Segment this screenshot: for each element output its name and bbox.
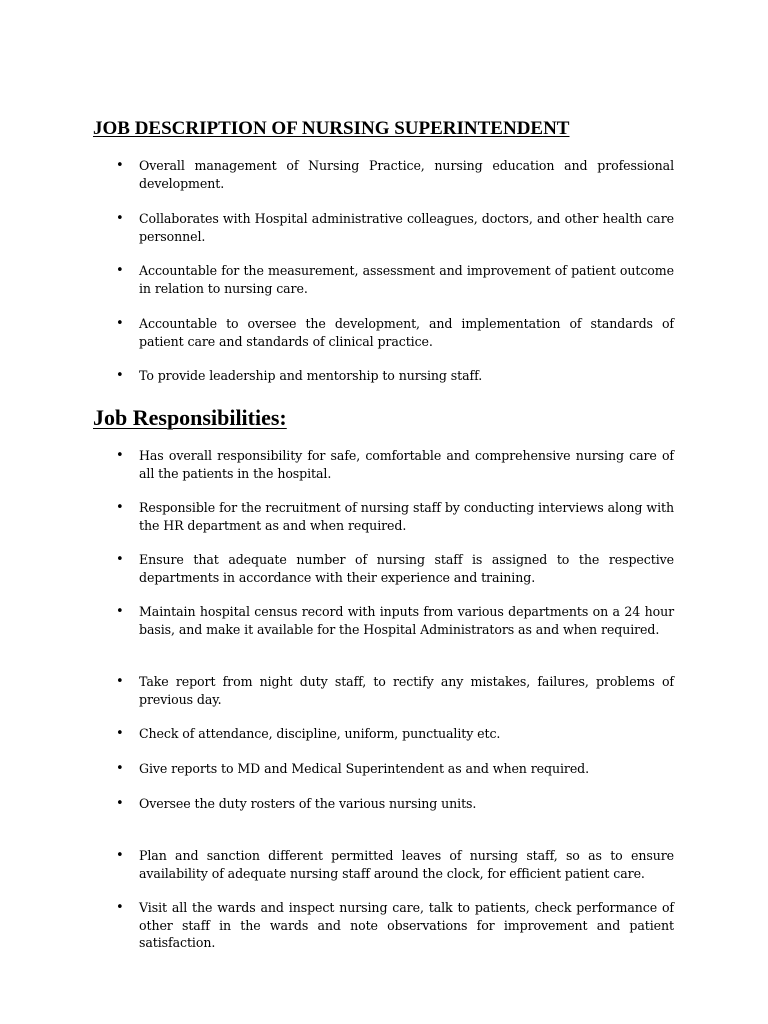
list-item-text: Ensure that adequate number of nursing staff is assigned to the respective departments in accordance with their experience and training. — [139, 552, 674, 585]
list-item — [116, 210, 674, 245]
list-item — [116, 725, 674, 743]
list-item — [116, 157, 674, 192]
list-item-text: Visit all the wards and inspect nursing care, talk to patients, check performance of other staff in the wards and note observations for improvement and patient satisfaction. — [139, 900, 674, 950]
document-title: JOB DESCRIPTION OF NURSING SUPERINTENDENT — [93, 118, 570, 139]
list-item — [116, 603, 674, 638]
list-item-text: Accountable to oversee the development, and implementation of standards of patient care and standards of clinical practice. — [139, 316, 674, 349]
responsibilities-heading: Job Responsibilities: — [93, 405, 287, 430]
bullet-icon: • — [116, 211, 124, 226]
bullet-icon: • — [116, 726, 124, 741]
bullet-icon: • — [116, 674, 124, 689]
list-item-text: Oversee the duty rosters of the various nursing units. — [139, 796, 477, 811]
list-item-text: Collaborates with Hospital administrative colleagues, doctors, and other health care personnel. — [139, 211, 674, 244]
list-item — [116, 760, 674, 778]
list-item-text: Has overall responsibility for safe, comfortable and comprehensive nursing care of all the patients in the hospital. — [139, 448, 674, 481]
list-item — [116, 315, 674, 350]
list-item — [116, 847, 674, 882]
bullet-icon: • — [116, 552, 124, 567]
list-item-text: Accountable for the measurement, assessment and improvement of patient outcome in relation to nursing care. — [139, 263, 674, 296]
list-item-text: Maintain hospital census record with inputs from various departments on a 24 hour basis, and make it available for the Hospital Administrators as and when required. — [139, 604, 674, 637]
bullet-icon: • — [116, 796, 124, 811]
list-item-text: Take report from night duty staff, to rectify any mistakes, failures, problems of previous day. — [139, 674, 674, 707]
bullet-icon: • — [116, 604, 124, 619]
bullet-icon: • — [116, 848, 124, 863]
list-item — [116, 262, 674, 297]
list-item-text: Check of attendance, discipline, uniform, punctuality etc. — [139, 726, 501, 741]
bullet-icon: • — [116, 500, 124, 515]
list-item — [116, 551, 674, 586]
list-item-text: Plan and sanction different permitted leaves of nursing staff, so as to ensure availability of adequate nursing staff around the clock, for efficient patient care. — [139, 848, 674, 881]
list-item-text: Overall management of Nursing Practice, nursing education and professional development. — [139, 158, 674, 191]
bullet-icon: • — [116, 448, 124, 463]
list-item — [116, 447, 674, 482]
bullet-icon: • — [116, 900, 124, 915]
bullet-icon: • — [116, 761, 124, 776]
bullet-icon: • — [116, 158, 124, 173]
list-item — [116, 795, 674, 813]
list-item-text: Give reports to MD and Medical Superintendent as and when required. — [139, 761, 590, 776]
bullet-icon: • — [116, 368, 124, 383]
bullet-icon: • — [116, 263, 124, 278]
list-item — [116, 899, 674, 952]
list-item-text: To provide leadership and mentorship to nursing staff. — [139, 368, 483, 383]
bullet-icon: • — [116, 316, 124, 331]
list-item — [116, 499, 674, 534]
list-item — [116, 367, 674, 385]
list-item — [116, 673, 674, 708]
list-item-text: Responsible for the recruitment of nursing staff by conducting interviews along with the HR department as and when required. — [139, 500, 674, 533]
